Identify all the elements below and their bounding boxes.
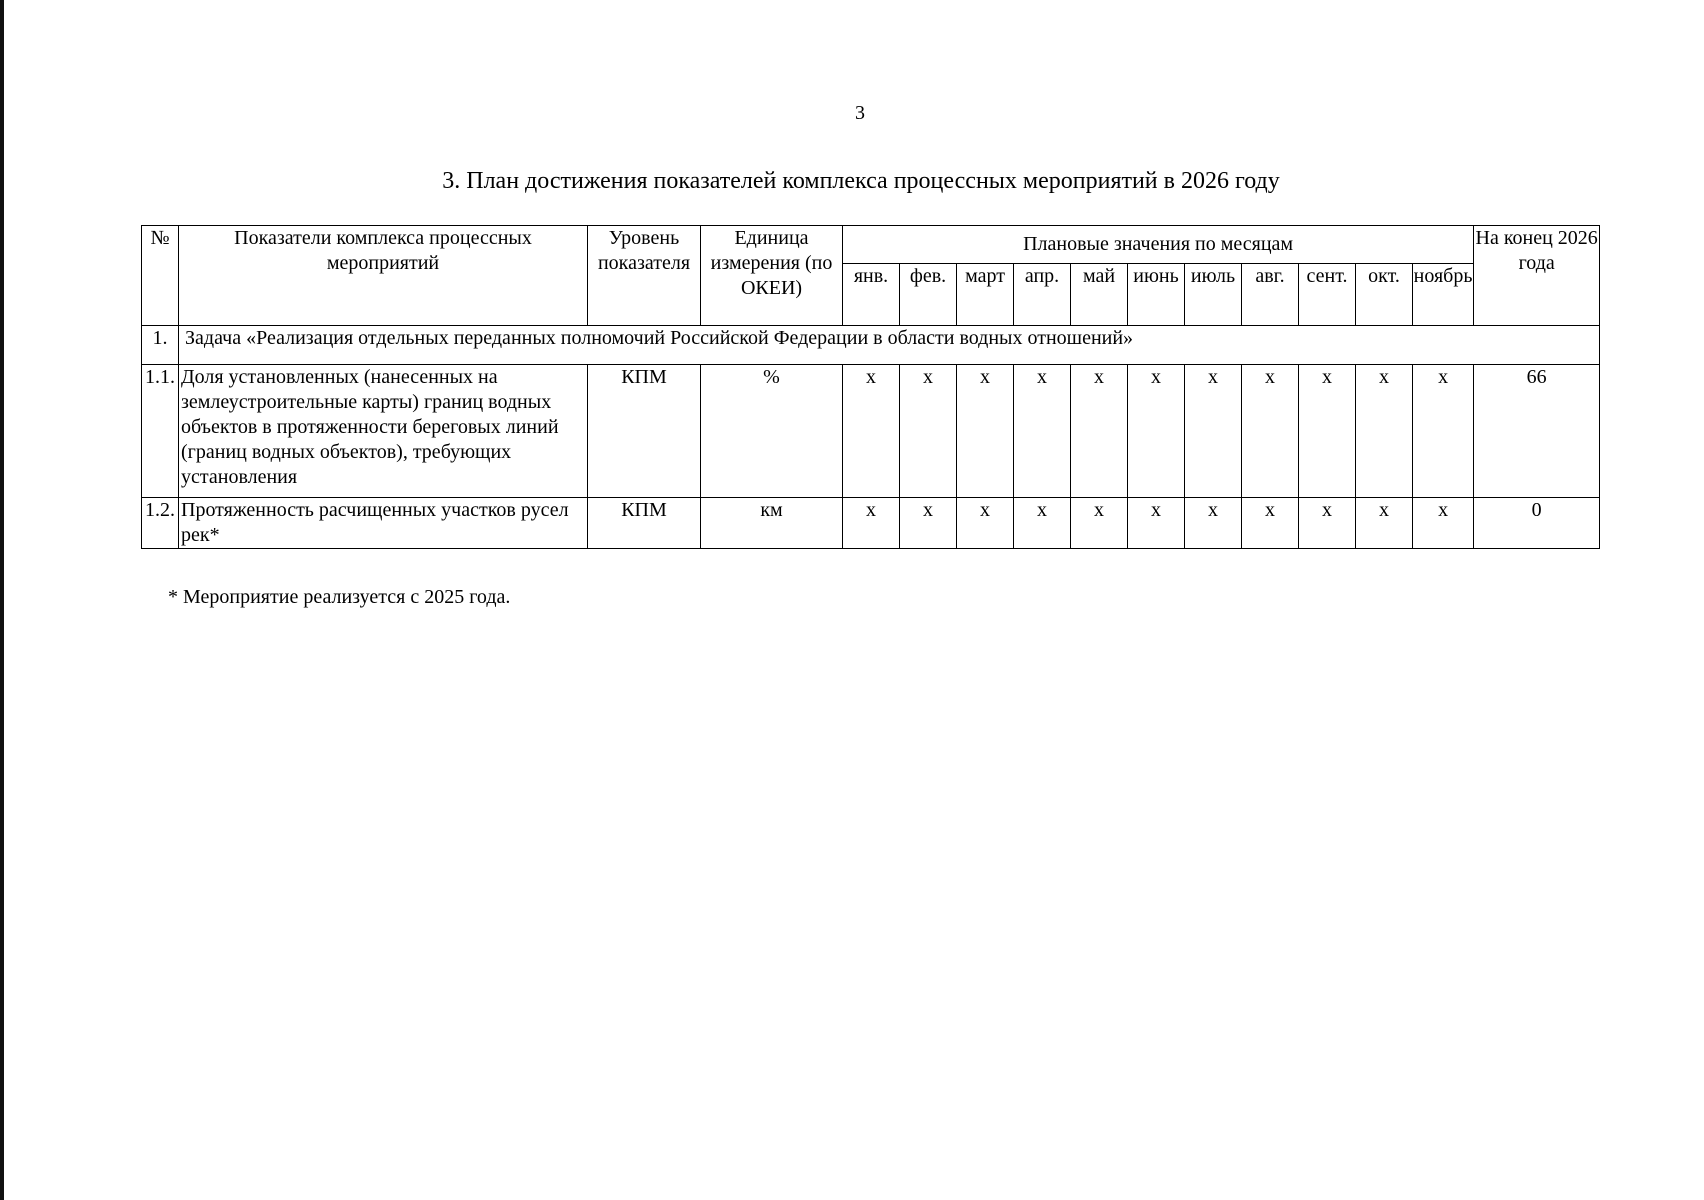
month-header: март — [957, 264, 1014, 326]
document-title: 3. План достижения показателей комплекса процессных мероприятий в 2026 году — [442, 168, 1280, 194]
row-unit: км — [701, 498, 843, 549]
row-indicator-name: Доля установленных (нанесенных на землеустроительные карты) границ водных объектов в протяженности береговых линий (границ водных объектов), требующих установления — [179, 365, 588, 498]
row-month-value: x — [1185, 498, 1242, 549]
row-month-value: x — [1014, 365, 1071, 498]
month-header: апр. — [1014, 264, 1071, 326]
row-month-value: x — [1242, 365, 1299, 498]
table-row — [142, 365, 1600, 498]
row-month-value: x — [1356, 498, 1413, 549]
header-year-end: На конец 2026 года — [1474, 226, 1600, 326]
page-number: 3 — [855, 102, 865, 124]
row-unit: % — [701, 365, 843, 498]
row-month-value: x — [1014, 498, 1071, 549]
row-level: КПМ — [588, 498, 701, 549]
row-num: 1.1. — [142, 365, 179, 498]
month-header: июль — [1185, 264, 1242, 326]
row-month-value: x — [1242, 498, 1299, 549]
row-year-end-value: 0 — [1474, 498, 1600, 549]
header-level: Уровень показателя — [588, 226, 701, 326]
month-header: окт. — [1356, 264, 1413, 326]
row-month-value: x — [1071, 365, 1128, 498]
row-month-value: x — [1128, 498, 1185, 549]
plan-table — [141, 225, 1600, 549]
row-month-value: x — [1356, 365, 1413, 498]
month-header: авг. — [1242, 264, 1299, 326]
row-num: 1.2. — [142, 498, 179, 549]
row-month-value: x — [1299, 365, 1356, 498]
row-month-value: x — [1413, 498, 1474, 549]
header-num: № — [142, 226, 179, 326]
row-month-value: x — [1299, 498, 1356, 549]
month-header: ноябрь — [1413, 264, 1474, 326]
task-num: 1. — [142, 326, 179, 365]
table-row — [142, 498, 1600, 549]
row-month-value: x — [843, 365, 900, 498]
month-header: фев. — [900, 264, 957, 326]
row-month-value: x — [843, 498, 900, 549]
row-level: КПМ — [588, 365, 701, 498]
row-month-value: x — [900, 498, 957, 549]
month-header: июнь — [1128, 264, 1185, 326]
footnote: * Мероприятие реализуется с 2025 года. — [168, 586, 511, 608]
row-year-end-value: 66 — [1474, 365, 1600, 498]
month-header: май — [1071, 264, 1128, 326]
row-month-value: x — [1128, 365, 1185, 498]
row-month-value: x — [957, 498, 1014, 549]
row-month-value: x — [900, 365, 957, 498]
row-month-value: x — [1413, 365, 1474, 498]
header-unit: Единица измерения (по ОКЕИ) — [701, 226, 843, 326]
row-month-value: x — [1071, 498, 1128, 549]
task-text: Задача «Реализация отдельных переданных полномочий Российской Федерации в области водных отношений» — [179, 326, 1600, 365]
row-indicator-name: Протяженность расчищенных участков русел рек* — [179, 498, 588, 549]
header-planned-months: Плановые значения по месяцам — [843, 226, 1474, 264]
task-row — [142, 326, 1600, 365]
month-header: сент. — [1299, 264, 1356, 326]
month-header: янв. — [843, 264, 900, 326]
row-month-value: x — [957, 365, 1014, 498]
row-month-value: x — [1185, 365, 1242, 498]
header-indicators: Показатели комплекса процессных мероприятий — [179, 226, 588, 326]
